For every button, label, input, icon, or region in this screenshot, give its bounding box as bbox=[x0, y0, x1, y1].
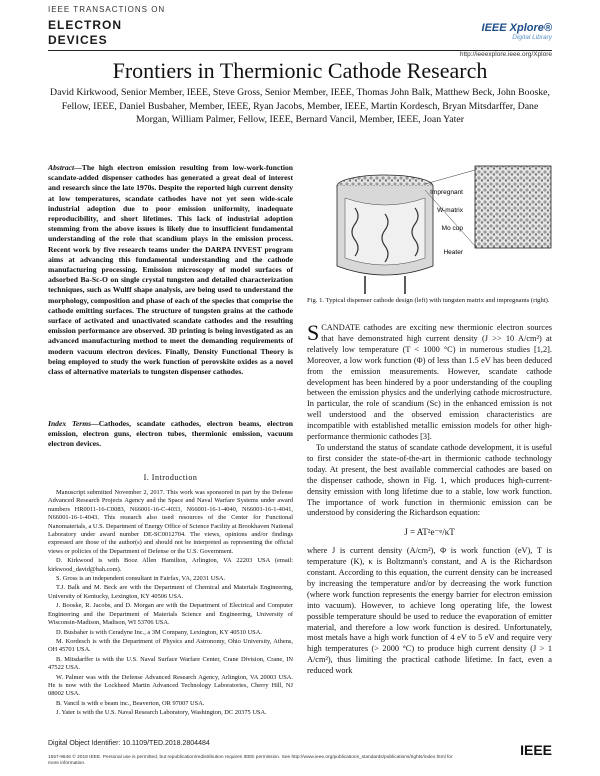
label-w-matrix: W-matrix bbox=[437, 207, 463, 214]
footnotes bbox=[48, 489, 293, 719]
footnote: W. Palmer was with the Defense Advanced Research Agency, Arlington, VA 20003 USA. He is now with the Lockheed Martin Advanced Technology Laboratories, Cherry Hill, NJ 08002 USA. bbox=[48, 673, 293, 698]
paragraph-text: CANDATE cathodes are exciting new thermionic electron sources that have demonstrated high current density (J >> 10 A/cm²) at relatively low temperature (T < 1000 °C) in numerous studies [1,2]. Moreover, a low work function (Φ) of less than 1.5 eV has been deduced from the emission measurements. However, scandate cathode development has been hindered by a poor understanding of the coupling between the emission physics and the underlying cathode microstructure. In particular, the role of scandium (Sc) in the enhanced emission is not well understood and the observed emission characteristics are incompatible with established metallic emission models for other high-performance thermionic cathodes [3]. bbox=[307, 323, 552, 442]
footnote: D. Kirkwood is with Booz Allen Hamilton, Arlington, VA 22203 USA (email: kirkwood_david@bah.com). bbox=[48, 557, 293, 573]
abstract-text: The high electron emission resulting from low-work-function scandate-added dispenser cathodes has generated a great deal of interest and research since the late 1970s. Despite the reported high current density at low temperatures, scandate cathodes have not yet seen wide-scale industrial adoption due to poor emission uniformity, inadequate reproducibility, and short lifetimes. This lack of industrial adoption stemming from the above issues is likely due to insufficient fundamental understanding of the role that scandium plays in the emission process. Recent work by five research teams under the DARPA INVEST program aims at advancing this fundamental understanding and the cathode manufacturing processing. Emission microscopy of model surfaces of adsorbed Ba-Sc-O on single crystal tungsten and detailed characterization techniques, such as Wulff shape analysis, are being used to understand the morphology, composition and phase of each of the species that comprise the cathode emitting surfaces. The structure of tungsten grains at the cathode surface of activated and unactivated scandate cathodes and the resulting emission performance are observed. 3D printing is being investigated as an advanced manufacturing method to meet the demanding requirements of modern vacuum electron devices. Finally, Density Functional Theory is being employed to study the work function of perovskite oxides as a novel class of alternative materials to tungsten dispenser cathodes. bbox=[48, 163, 293, 377]
paper-title: Frontiers in Thermionic Cathode Research bbox=[112, 58, 488, 83]
footnote: S. Gross is an independent consultant in Fairfax, VA, 22031 USA. bbox=[56, 575, 226, 583]
paragraph: where J is current density (A/cm²), Φ is work function (eV), T is temperature (K), κ is Boltzmann's constant, and A is the Richardson constant. According to this equation, the current density can be increased by increasing the temperature and/or by decreasing the work function (where work function represents the energy barrier for electron emission into vacuum). However, to achieve long operating life, the lowest possible temperature should be used to reduce the evaporation of emitter material, and therefore a low work function is desired. Unfortunately, most metals have a high work function of 4 eV to 5 eV and require very high temperatures (> 2000 °C) to produce high current density (J > 1 A/cm²), thus limiting the practical cathode lifetime. In fact, even a reduced work bbox=[307, 546, 552, 676]
richardson-equation: J = AT²e⁻ᵠ/κT bbox=[404, 527, 455, 538]
footnote: D. Busbaher is with Ceradyne Inc., a 3M Company, Lexington, KY 40510 USA. bbox=[56, 628, 262, 636]
label-mo-cup: Mo cup bbox=[441, 225, 463, 232]
abstract: Abstract—The high electron emission resulting from low-work-function scandate-added dispenser cathodes has generated a great deal of interest and research since the late 1970s. Despite the reported high current density at low temperatures, scandate cathodes have not yet seen wide-scale industrial adoption due to poor emission uniformity, inadequate reproducibility, and short lifetimes. This lack of industrial adoption stemming from the above issues is likely due to insufficient fundamental understanding of the role that scandium plays in the emission process. Recent work by five research teams under the DARPA INVEST program aims at advancing this fundamental understanding and the cathode manufacturing processing. Emission microscopy of model surfaces of adsorbed Ba-Sc-O on single crystal tungsten and detailed characterization techniques, such as Wulff shape analysis, are being used to understand the morphology, composition and phase of each of the species that comprise the cathode emitting surfaces. The structure of tungsten grains at the cathode surface of activated and unactivated scandate cathodes and the resulting emission performance are observed. 3D printing is being investigated as an advanced manufacturing method to meet the demanding requirements of modern vacuum electron devices. Finally, Density Functional Theory is being employed to study the work function of perovskite oxides as a novel class of alternative materials to tungsten dispenser cathodes. bbox=[48, 163, 293, 377]
cathode-cross-section bbox=[337, 175, 433, 294]
paragraph: To understand the status of scandate cathode development, it is useful to first consider the state-of-the-art in thermionic cathode technology today. At present, the best available commercial cathodes are based on the dispenser cathode, shown in Fig. 1, which produces high-current-density emission with long lifetime due to a stable, low work function. The importance of work function in thermionic emission can be understood by considering the Richardson equation: bbox=[307, 442, 552, 518]
xplore-url[interactable]: http://ieeexplore.ieee.org/Xplore bbox=[459, 51, 552, 58]
label-impregnant: Impregnant bbox=[430, 189, 463, 196]
journal-name-line1: ELECTRON bbox=[48, 18, 122, 32]
drop-cap: S bbox=[307, 320, 320, 345]
journal-name-line2: DEVICES bbox=[48, 33, 108, 47]
doi: Digital Object Identifier: 10.1109/TED.2018.2804484 bbox=[48, 740, 210, 747]
author-list: David Kirkwood, Senior Member, IEEE, Steve Gross, Senior Member, IEEE, Thomas John Balk, Matthew Beck, John Booske, Fellow, IEEE, Daniel Busbaher, Member, IEEE, Ryan Jacobs, Member, IEEE, Martin Kordesch, Bryan Mitsdarffer, Dane Morgan, William Palmer, Fellow, IEEE, Bernard Vancil, Member, IEEE, Joan Yater bbox=[50, 87, 550, 125]
ieee-logo: IEEE bbox=[520, 742, 552, 758]
journal-series: IEEE TRANSACTIONS ON bbox=[48, 5, 166, 14]
label-heater: Heater bbox=[443, 249, 463, 256]
xplore-logo[interactable] bbox=[482, 22, 552, 41]
index-terms-text: Cathodes, scandate cathodes, electron beams, electron emission, electron guns, electron tubes, thermionic emission, vacuum electron devices. bbox=[48, 419, 294, 449]
body-text bbox=[307, 320, 552, 677]
cathode-figure bbox=[315, 158, 555, 296]
footnote: Manuscript submitted November 2, 2017. This work was sponsored in part by the Defense Advanced Research Projects Agency and the Space and Naval Warfare Systems under award numbers HR0011-16-C0083, N66001-16-C-4033, N66001-16-1-4040, N66001-16-1-4041, N66001-16-1-4043. This research also used resources of the Center for Functional Nanomaterials, a U.S. Department of Energy Office of Science Facility at Brookhaven National Laboratory under award number DE-SC0012704. The views, opinions and/or findings expressed are those of the author(s) and should not be interpreted as representing the official views or policies of the Department of Defense or the U.S. Government. bbox=[48, 489, 293, 555]
footnote: J. Yater is with the U.S. Naval Research Laboratory, Washington, DC 20375 USA. bbox=[56, 709, 267, 717]
footnote: T.J. Balk and M. Beck are with the Department of Chemical and Materials Engineering, University of Kentucky, Lexington, KY 40506 USA. bbox=[48, 584, 293, 600]
paragraph bbox=[307, 320, 552, 443]
xplore-brand: IEEE Xplore® bbox=[481, 22, 552, 34]
index-terms: Index Terms—Cathodes, scandate cathodes, electron beams, electron emission, electron guns, electron tubes, thermionic emission, vacuum electron devices. bbox=[48, 419, 294, 449]
footnote: M. Kordesch is with the Department of Physics and Astronomy, Ohio University, Athens, OH 45701 USA. bbox=[48, 637, 293, 654]
copyright-notice: 1557-9646 © 2018 IEEE. Personal use is permitted, but republication/redistribution requires IEEE permission. See http://www.ieee.org/publications_standards/publications/rights/index.html for more information. bbox=[48, 755, 453, 766]
figure-caption: Fig. 1. Typical dispenser cathode design (left) with tungsten matrix and impregnants (right). bbox=[307, 297, 550, 304]
index-terms-label: Index Terms bbox=[48, 419, 92, 428]
footnote: B. Vancil is with e beam inc., Beaverton, OR 97007 USA. bbox=[56, 699, 205, 707]
xplore-subtitle: Digital Library bbox=[512, 34, 552, 41]
footnote: J. Booske, R. Jacobs, and D. Morgan are with the Department of Electrical and Computer Engineering and the Department of Materials Science and Engineering, University of Wisconsin-Madison, Madison, WI 53706 USA. bbox=[48, 602, 293, 627]
section-heading: I. Introduction bbox=[143, 473, 198, 482]
abstract-label: Abstract bbox=[48, 163, 75, 172]
footnote: B. Mitsdarffer is with the U.S. Naval Surface Warfare Center, Crane Division, Crane, IN 47522 USA. bbox=[48, 655, 293, 672]
